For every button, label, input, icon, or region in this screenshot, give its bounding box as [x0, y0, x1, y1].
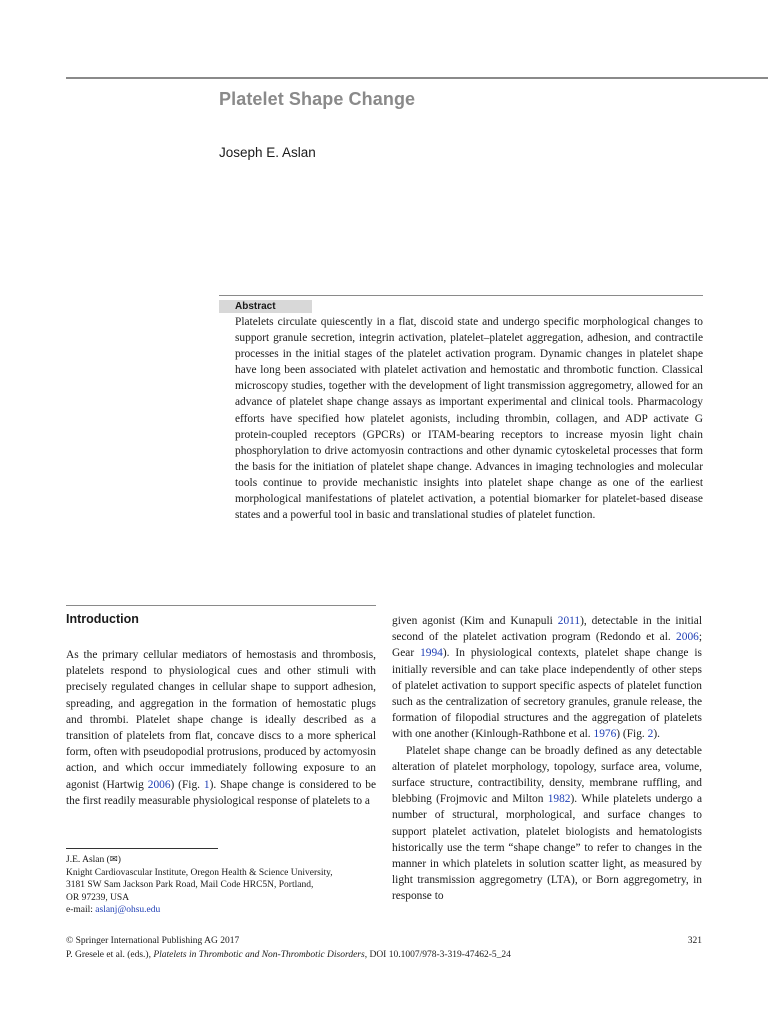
intro-paragraph-right-2	[392, 743, 702, 905]
text-segment: ). In physiological contexts, platelet shape change is initially reversible and can take place independently of other steps of platelet activation to support specific aspects of platelet function such as the centralization of secretory granules, granule release, the formation of filopodial structures and the aggregation of platelets with one another (Kinlough-Rathbone et al.	[392, 647, 702, 741]
citation-link[interactable]: 2006	[676, 631, 699, 644]
cite-prefix: P. Gresele et al. (eds.),	[66, 950, 154, 960]
text-segment: ) (Fig.	[616, 728, 648, 741]
figure-link[interactable]: 1	[203, 778, 210, 791]
footnote-address-1: 3181 SW Sam Jackson Park Road, Mail Code HRC5N, Portland,	[66, 880, 314, 891]
section-heading-introduction: Introduction	[66, 612, 139, 626]
text-segment: ), detectable in the initial second of the platelet activation program (Redondo et al.	[392, 615, 702, 644]
abstract-text: Platelets circulate quiescently in a flat, discoid state and undergo specific morphological changes to support granule secretion, integrin activation, platelet–platelet aggregation, adhesion, and contractile processes in the initial stages of the platelet activation program. Dynamic changes in platelet shape have long been associated with platelet activation and hemostatic and thrombotic function. Classical microscopy studies, together with the development of light transmission aggregometry, allowed for an advance of platelet shape change assays as important experimental and clinical tools. Pharmacology efforts have specified how platelet agonists, including thrombin, collagen, and ADP activate G protein-coupled receptors (GPCRs) or ITAM-bearing receptors to increase myosin light chain phosphorylation to drive actomyosin contractions and other dynamic cytoskeletal processes that form the basis for the initiation of platelet shape change. Advances in imaging technologies and molecular tools continue to provide mechanistic insights into platelet shape change as one of the earliest morphological manifestations of platelet activation, a potential biomarker for platelet-based disease states and a powerful tool in basic and translational studies of platelet function.	[235, 316, 703, 522]
email-link[interactable]: aslanj@ohsu.edu	[95, 905, 161, 916]
figure-link[interactable]: 2	[647, 728, 654, 741]
book-title: Platelets in Thrombotic and Non-Thrombotic Disorders	[153, 950, 365, 960]
top-rule	[66, 77, 768, 79]
text-segment: ). Shape change is considered to be the first readily measurable physiological response of platelets to a	[66, 778, 376, 807]
text-segment: ; Gear	[392, 631, 702, 660]
citation-link[interactable]: 1994	[420, 647, 443, 660]
email-label: e-mail:	[66, 905, 96, 916]
author-name: Joseph E. Aslan	[219, 145, 316, 160]
footnote-address-2: OR 97239, USA	[66, 892, 130, 903]
citation-link[interactable]: 2011	[557, 615, 581, 627]
chapter-title: Platelet Shape Change	[219, 89, 416, 109]
text-segment: ).	[653, 728, 660, 741]
citation-line	[66, 950, 511, 960]
footnote-institute: Knight Cardiovascular Institute, Oregon Health & Science University,	[66, 867, 333, 878]
author-footnote	[66, 854, 386, 917]
intro-column-right	[392, 613, 702, 905]
text-segment: ) (Fig.	[170, 778, 204, 791]
text-segment: ). While platelets undergo a number of structural, morphological, and surface changes to support platelet activation, platelet biologists and hematologists historically use the term “shape change” to refer to changes in the manner in which platelets in solution scatter light, as measured by light transmission aggregometry (LTA), or Born aggregometry, in response to	[392, 793, 702, 903]
text-segment: given agonist (Kim and Kunapuli	[392, 615, 558, 627]
citation-link[interactable]: 2006	[147, 778, 171, 791]
doi-text: , DOI 10.1007/978-3-319-47462-5_24	[364, 950, 511, 960]
text-segment: Platelet shape change can be broadly defined as any detectable alteration of platelet morphology, topology, surface area, volume, surface structure, contractibility, density, membrane ruffling, and blebbing (Frojmovic and Milton	[392, 744, 702, 806]
citation-link[interactable]: 1976	[593, 728, 617, 741]
abstract-box	[219, 295, 703, 523]
copyright-notice: © Springer International Publishing AG 2017	[66, 936, 240, 946]
section-rule	[66, 605, 376, 606]
text-segment: As the primary cellular mediators of hemostasis and thrombosis, platelets respond to physiological cues and other stimuli with precisely regulated changes in cellular shape to support adhesion, spreading, and aggregation in the formation of hemostatic plugs and thrombi. Platelet shape change is ideally described as a transition of platelets from flat, concave discs to a more spherical form, often with pseudopodial protrusions, produced by actomyosin action, and which occur immediately following exposure to an agonist (Hartwig	[66, 649, 376, 791]
citation-link[interactable]: 1982	[547, 793, 571, 806]
footnote-rule	[66, 848, 218, 849]
footnote-author: J.E. Aslan (✉)	[66, 855, 121, 865]
footnote-email-line	[66, 904, 386, 917]
abstract-label: Abstract	[219, 300, 312, 313]
abstract-rule	[219, 295, 703, 296]
intro-paragraph-left	[66, 647, 376, 809]
page-number: 321	[687, 936, 702, 946]
intro-paragraph-right-1	[392, 613, 702, 743]
